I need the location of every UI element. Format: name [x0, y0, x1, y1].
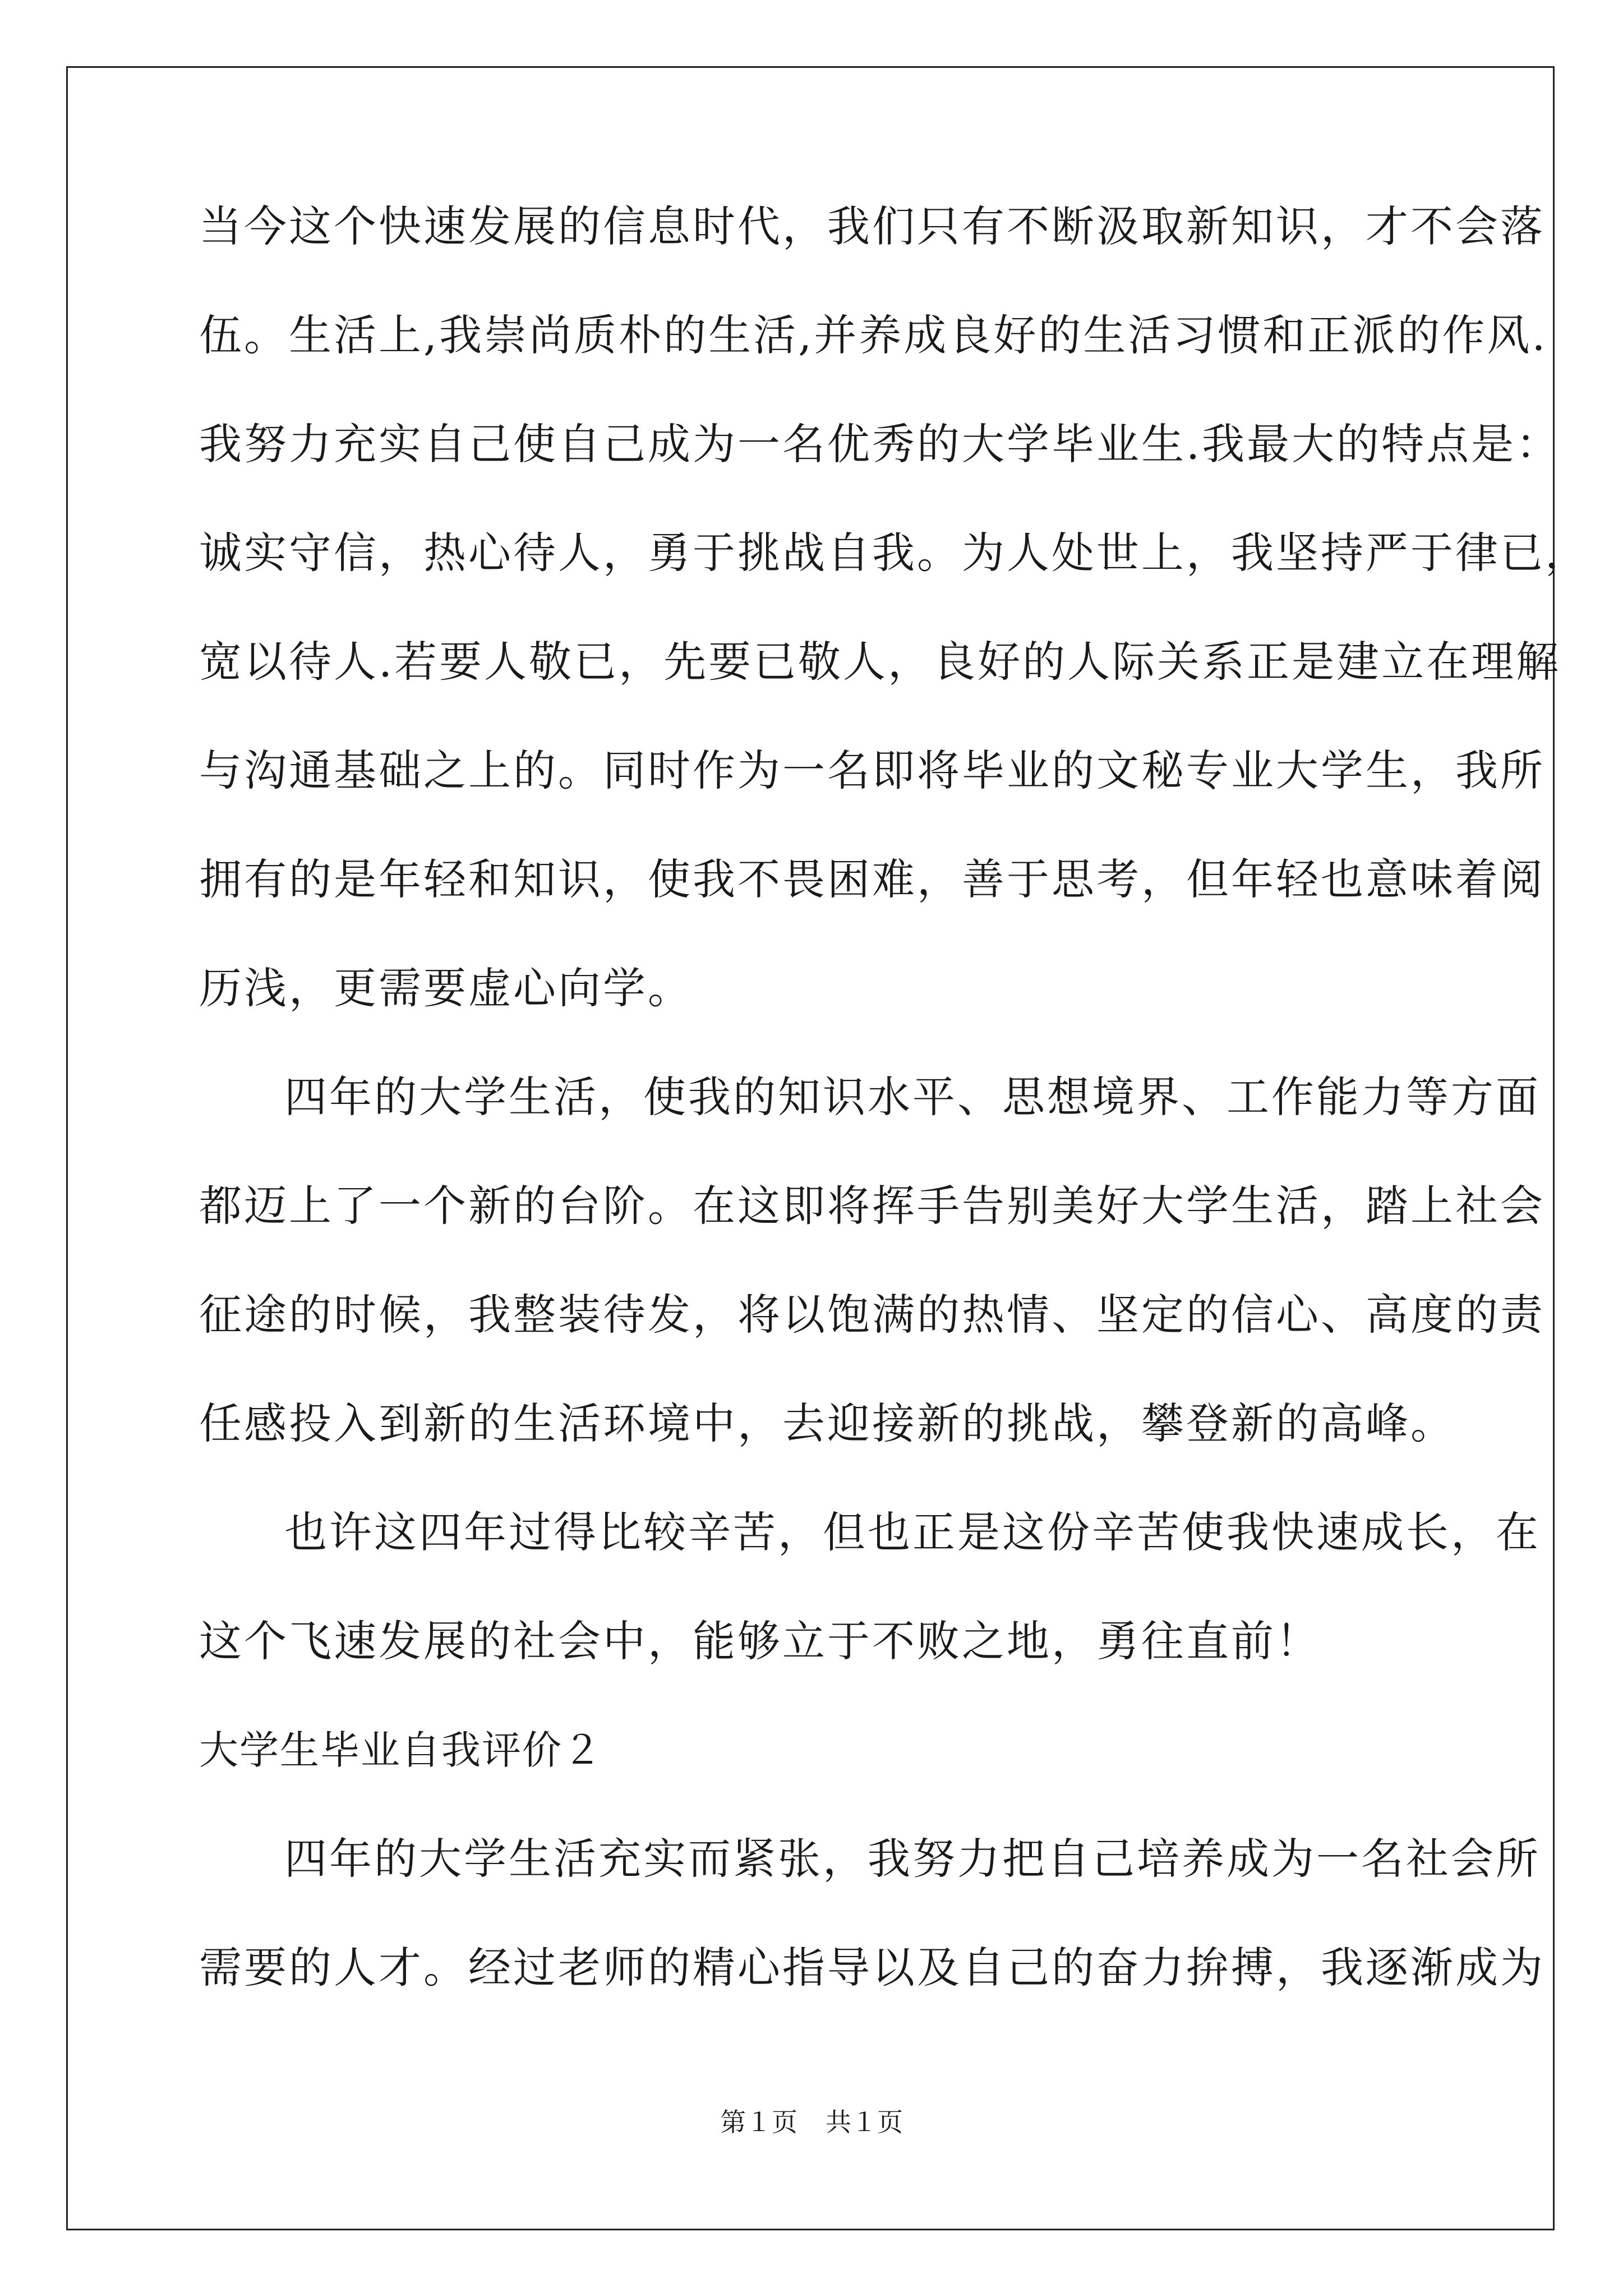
paragraph-first-line: 四年的大学生活充实而紧张，我努力把自己培养成为一名社会所 [284, 1834, 1541, 1884]
text-line: 诚实守信，热心待人，勇于挑战自我。为人处世上，我坚持严于律已， [199, 528, 1590, 578]
text-line: 需要的人才。经过老师的精心指导以及自己的奋力拚搏，我逐渐成为 [199, 1943, 1545, 1993]
text-line: 当今这个快速发展的信息时代，我们只有不断汲取新知识，才不会落 [199, 201, 1545, 251]
text-line: 与沟通基础之上的。同时作为一名即将毕业的文秘专业大学生，我所 [199, 746, 1545, 795]
paragraph-first-line: 也许这四年过得比较辛苦，但也正是这份辛苦使我快速成长，在 [284, 1507, 1541, 1557]
text-line: 这个飞速发展的社会中，能够立于不败之地，勇往直前！ [199, 1616, 1321, 1666]
text-line: 伍。生活上,我崇尚质朴的生活,并养成良好的生活习惯和正派的作风. [199, 310, 1548, 360]
text-line: 任感投入到新的生活环境中，去迎接新的挑战，攀登新的高峰。 [199, 1398, 1455, 1448]
paragraph-first-line: 四年的大学生活，使我的知识水平、思想境界、工作能力等方面 [284, 1072, 1541, 1122]
section-heading: 大学生毕业自我评价２ [199, 1727, 603, 1773]
text-line: 征途的时候，我整装待发，将以饱满的热情、坚定的信心、高度的责 [199, 1290, 1545, 1340]
page-number: 第１页 [720, 2107, 797, 2137]
page-total: 共１页 [826, 2107, 903, 2137]
text-line: 我努力充实自己使自己成为一名优秀的大学毕业生.我最大的特点是： [199, 419, 1561, 469]
text-line: 宽以待人.若要人敬已，先要已敬人，良好的人际关系正是建立在理解 [199, 637, 1561, 687]
document-body [199, 199, 1590, 2049]
text-line: 拥有的是年轻和知识，使我不畏困难，善于思考，但年轻也意味着阅 [199, 854, 1545, 904]
page-footer [0, 2105, 1623, 2139]
text-line: 历浅，更需要虚心向学。 [199, 963, 693, 1013]
text-line: 都迈上了一个新的台阶。在这即将挥手告别美好大学生活，踏上社会 [199, 1181, 1545, 1231]
